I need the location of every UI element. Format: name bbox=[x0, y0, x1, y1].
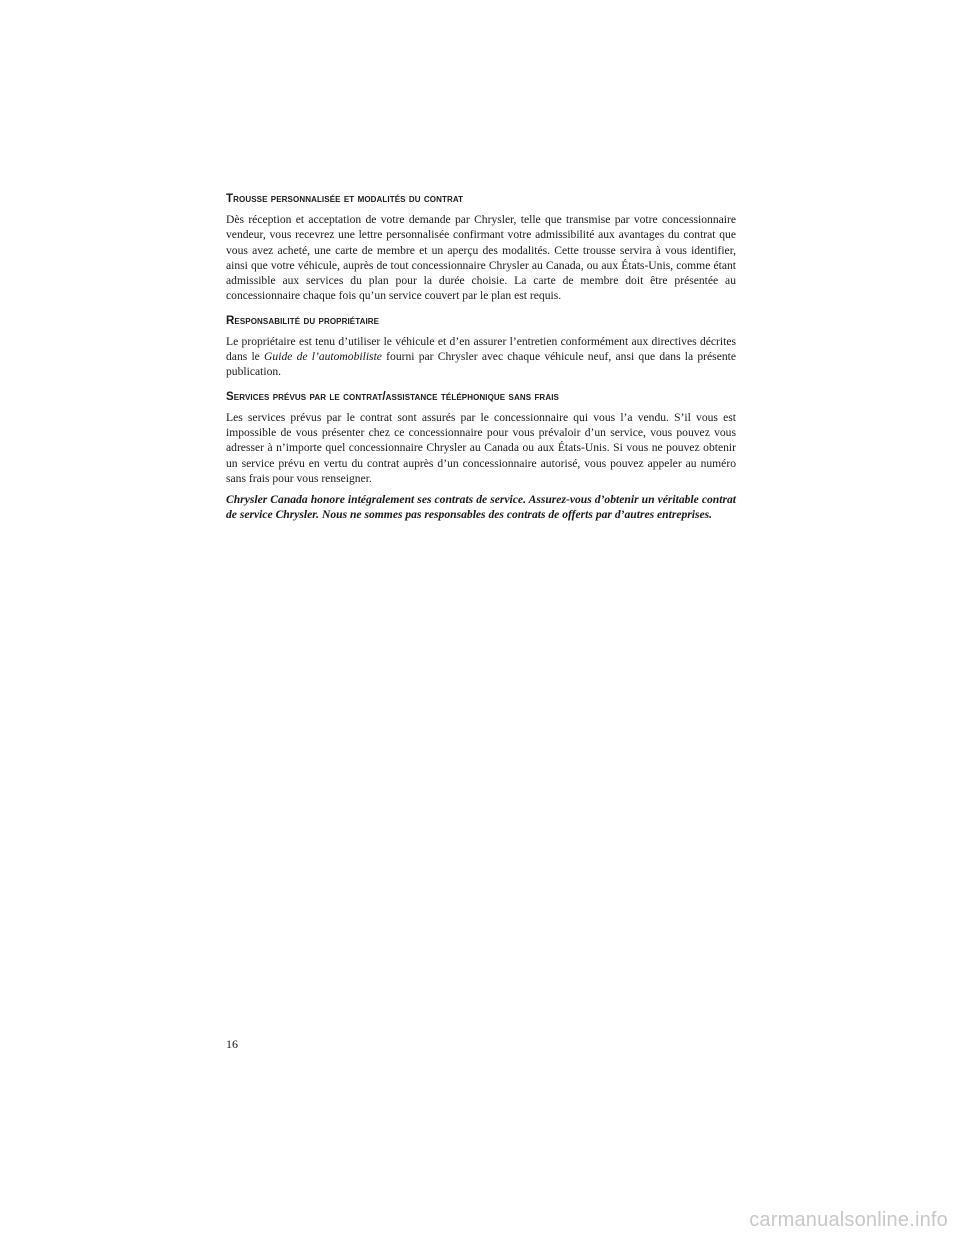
section-heading-responsabilite: Responsabilité du propriétaire bbox=[226, 314, 380, 327]
section-heading-services: Services prévus par le contrat/assistance téléphonique sans frais bbox=[226, 390, 559, 403]
page-number: 16 bbox=[226, 1037, 238, 1051]
paragraph-responsabilite-before: Le propriétaire est tenu d’utiliser le véhicule et d’en assurer l’entretien conformément aux directives décrites dans le bbox=[226, 334, 736, 364]
paragraph-trousse: Dès réception et acceptation de votre demande par Chrysler, telle que transmise par votre concessionnaire vendeur, vous recevrez une lettre personnalisée confirmant votre admissibilité aux avantages du contrat que vous avez acheté, une carte de membre et un aperçu des modalités. Cette trousse servira à vous identifier, ainsi que votre véhicule, auprès de tout concessionnaire Chrysler au Canada, ou aux États-Unis, comme étant admissible aux services du plan pour la durée choisie. La carte de membre doit être présentée au concessionnaire chaque fois qu’un service couvert par le plan est requis. bbox=[226, 213, 736, 303]
paragraph-responsabilite bbox=[226, 334, 736, 380]
page-content bbox=[226, 192, 736, 529]
paragraph-services-notice: Chrysler Canada honore intégralement ses contrats de service. Assurez-vous d’obtenir un véritable contrat de service Chrysler. Nous ne sommes pas responsables des contrats de offerts par d’autres entreprises. bbox=[226, 493, 736, 522]
guide-title-italic: Guide de l’automobiliste bbox=[264, 350, 382, 364]
paragraph-responsabilite-after: fourni par Chrysler avec chaque véhicule neuf, ansi que dans la présente publication. bbox=[226, 350, 737, 379]
paragraph-services: Les services prévus par le contrat sont assurés par le concessionnaire qui vous l’a vendu. S’il vous est impossible de vous présenter chez ce concessionnaire pour vous prévaloir d’un service, vous pouvez vous adresser à n’importe quel concessionnaire Chrysler au Canada ou aux États-Unis. Si vous ne pouvez obtenir un service prévu en vertu du contrat auprès d’un concessionnaire autorisé, vous pouvez appeler au numéro sans frais pour vous renseigner. bbox=[226, 410, 736, 485]
watermark-text[interactable]: carmanualsonline.info bbox=[749, 1209, 948, 1231]
section-heading-trousse: Trousse personnalisée et modalités du contrat bbox=[226, 193, 464, 205]
